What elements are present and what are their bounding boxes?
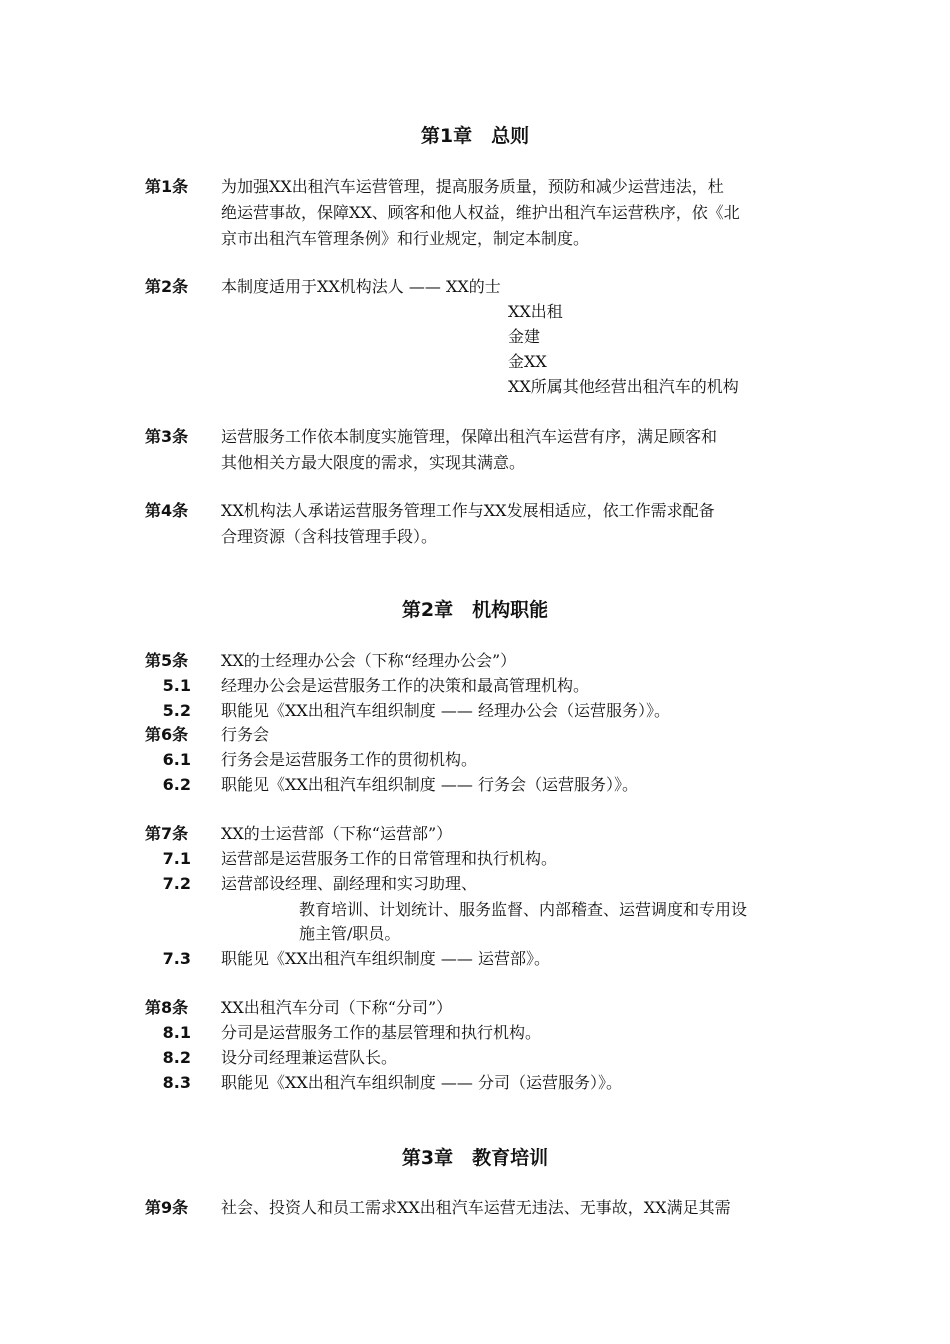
chapter-2-title: 第2章 机构职能 <box>401 599 549 621</box>
chapter-1-title: 第1章 总则 <box>420 125 530 147</box>
clause-text: 教育培训、计划统计、服务监督、内部稽查、运营调度和专用设 <box>299 900 748 919</box>
clause-text: 运营部设经理、副经理和实习助理、 <box>221 874 478 893</box>
article-text: XX的士运营部（下称“运营部”） <box>221 824 453 843</box>
article-text: 金XX <box>508 352 547 371</box>
article-number: 第9条 <box>145 1198 189 1217</box>
clause-number: 7.1 <box>162 849 191 868</box>
article-text: 绝运营事故，保障XX、顾客和他人权益，维护出租汽车运营秩序，依《北 <box>221 203 740 222</box>
clause-number: 5.2 <box>162 701 191 720</box>
clause-text: 施主管/职员。 <box>299 924 401 943</box>
clause-number: 6.2 <box>162 775 191 794</box>
article-text: 本制度适用于XX机构法人 —— XX的士 <box>221 277 501 296</box>
article-text: 其他相关方最大限度的需求，实现其满意。 <box>221 453 526 472</box>
article-text: 社会、投资人和员工需求XX出租汽车运营无违法、无事故，XX满足其需 <box>221 1198 731 1217</box>
clause-text: 行务会是运营服务工作的贯彻机构。 <box>221 750 478 769</box>
article-text: XX出租汽车分司（下称“分司”） <box>221 998 453 1017</box>
clause-number: 7.2 <box>162 874 191 893</box>
clause-text: 职能见《XX出租汽车组织制度 —— 分司（运营服务）》。 <box>221 1073 622 1092</box>
clause-text: 经理办公会是运营服务工作的决策和最高管理机构。 <box>221 676 590 695</box>
clause-text: 职能见《XX出租汽车组织制度 —— 经理办公会（运营服务）》。 <box>221 701 670 720</box>
clause-number: 8.1 <box>162 1023 191 1042</box>
article-text: 京市出租汽车管理条例》和行业规定，制定本制度。 <box>221 229 590 248</box>
chapter-3-title: 第3章 教育培训 <box>401 1147 549 1169</box>
article-text: XX机构法人承诺运营服务管理工作与XX发展相适应，依工作需求配备 <box>221 501 715 520</box>
clause-number: 7.3 <box>162 949 191 968</box>
article-number: 第3条 <box>145 427 189 446</box>
clause-text: 分司是运营服务工作的基层管理和执行机构。 <box>221 1023 542 1042</box>
article-number: 第5条 <box>145 651 189 670</box>
article-text: 为加强XX出租汽车运营管理，提高服务质量，预防和减少运营违法，杜 <box>221 177 724 196</box>
article-text: XX出租 <box>508 302 563 321</box>
article-number: 第1条 <box>145 177 189 196</box>
clause-number: 8.2 <box>162 1048 191 1067</box>
article-text: XX所属其他经营出租汽车的机构 <box>508 377 739 396</box>
article-number: 第4条 <box>145 501 189 520</box>
article-text: 合理资源（含科技管理手段）。 <box>221 527 438 546</box>
clause-text: 职能见《XX出租汽车组织制度 —— 运营部》。 <box>221 949 550 968</box>
clause-number: 5.1 <box>162 676 191 695</box>
clause-number: 6.1 <box>162 750 191 769</box>
article-number: 第2条 <box>145 277 189 296</box>
article-text: 金建 <box>508 327 541 346</box>
article-text: 行务会 <box>221 725 270 744</box>
clause-number: 8.3 <box>162 1073 191 1092</box>
article-number: 第8条 <box>145 998 189 1017</box>
clause-text: 设分司经理兼运营队长。 <box>221 1048 398 1067</box>
article-number: 第6条 <box>145 725 189 744</box>
clause-text: 职能见《XX出租汽车组织制度 —— 行务会（运营服务）》。 <box>221 775 638 794</box>
article-text: XX的士经理办公会（下称“经理办公会”） <box>221 651 517 670</box>
article-text: 运营服务工作依本制度实施管理，保障出租汽车运营有序，满足顾客和 <box>221 427 718 446</box>
article-number: 第7条 <box>145 824 189 843</box>
clause-text: 运营部是运营服务工作的日常管理和执行机构。 <box>221 849 558 868</box>
